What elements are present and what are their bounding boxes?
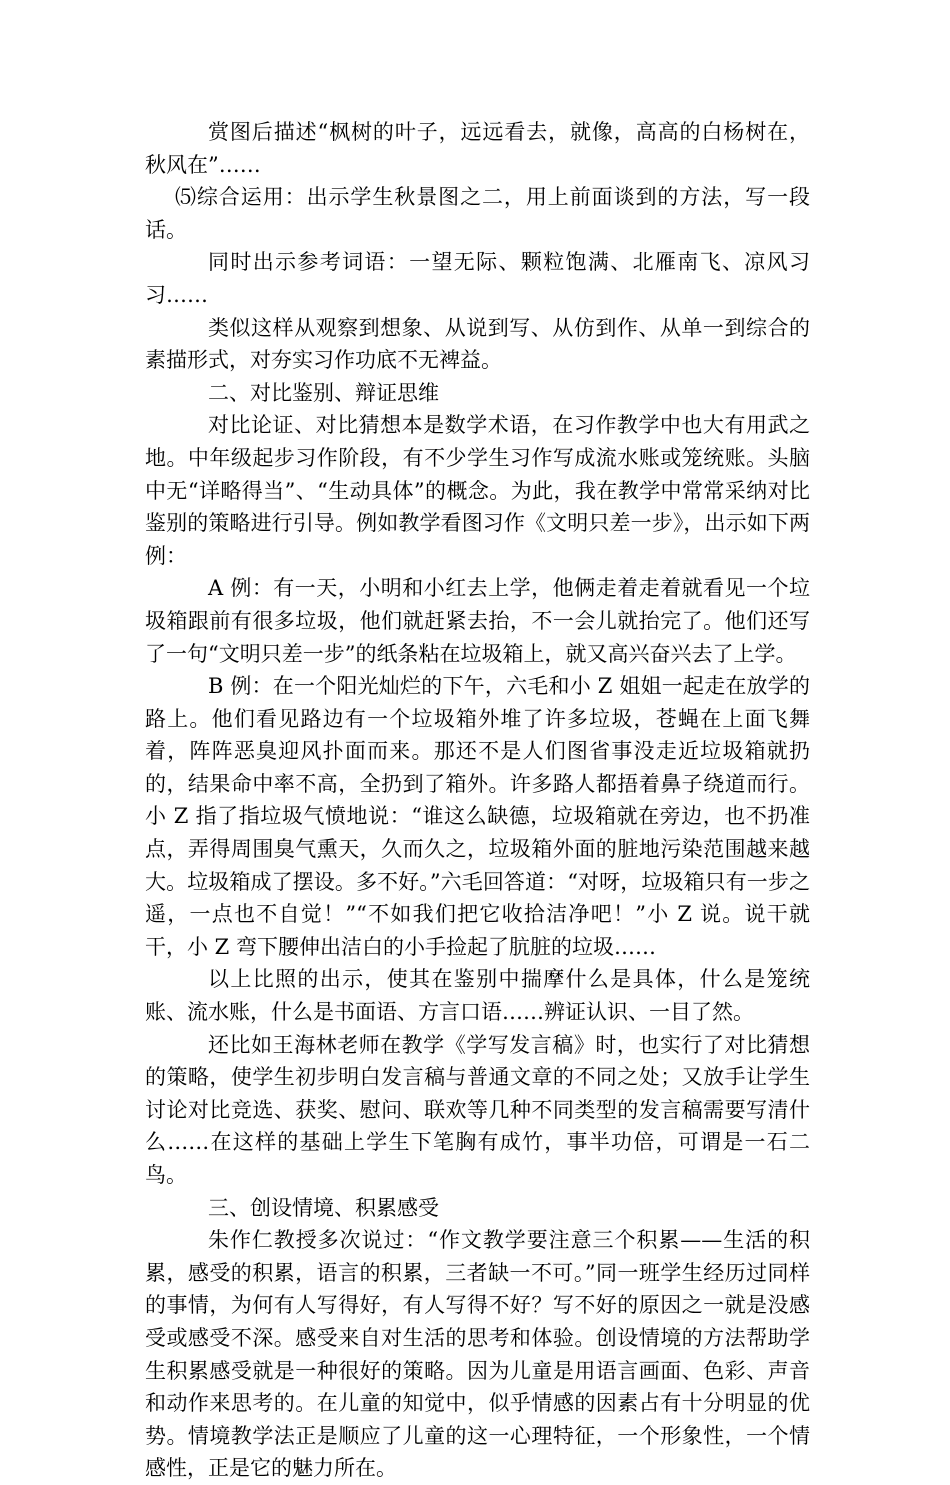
paragraph: 赏图后描述“枫树的叶子，远远看去，就像，高高的白杨树在， 秋风在”…… <box>145 120 810 177</box>
paragraph: 类似这样从观察到想象、从说到写、从仿到作、从单一到综合的素描形式，对夯实习作功底不无裨益。 <box>145 315 810 373</box>
paragraph: B 例：在一个阳光灿烂的下午，六毛和小 Z 姐姐一起走在放学的路上。他们看见路边有一个垃圾箱外堆了许多垃圾，苍蝇在上面飞舞着，阵阵恶臭迎风扑面而来。那还不是人们图省事没走近垃圾箱就扔的，结果命中率不高，全扔到了箱外。许多路人都捂着鼻子绕道而行。小 Z 指了指垃圾气愤地说：“谁这么缺德，垃圾箱就在旁边，也不扔准点，弄得周围臭气熏天，久而久之，垃圾箱外面的脏地污染范围越来越大。垃圾箱成了摆设。多不好。”六毛回答道：“对呀，垃圾箱只有一步之遥，一点也不自觉！”“不如我们把它收拾洁净吧！”小 Z 说。说干就干，小 Z 弯下腰伸出洁白的小手捡起了肮脏的垃圾…… <box>145 674 810 959</box>
paragraph: ⑸综合运用：出示学生秋景图之二，用上前面谈到的方法，写一段话。 <box>145 185 810 242</box>
section-heading: 二、对比鉴别、辩证思维 <box>208 380 439 405</box>
paragraph: 还比如王海林老师在教学《学写发言稿》时，也实行了对比猜想的策略，使学生初步明白发言稿与普通文章的不同之处；又放手让学生讨论对比竞选、获奖、慰问、联欢等几种不同类型的发言稿需要写清什么……在这样的基础上学生下笔胸有成竹，事半功倍，可谓是一石二鸟。 <box>145 1032 810 1187</box>
body-text <box>145 116 810 1485</box>
paragraph: 朱作仁教授多次说过：“作文教学要注意三个积累——生活的积累，感受的积累，语言的积累，三者缺一不可。”同一班学生经历过同样的事情，为何有人写得好，有人写得不好？写不好的原因之一就是没感受或感受不深。感受来自对生活的思考和体验。创设情境的方法帮助学生积累感受就是一种很好的策略。因为儿童是用语言画面、色彩、声音和动作来思考的。在儿童的知觉中，似乎情感的因素占有十分明显的优势。情境教学法正是顺应了儿童的这一心理特征，一个形象性，一个情感性，正是它的魅力所在。 <box>145 1228 810 1481</box>
paragraph: 以上比照的出示，使其在鉴别中揣摩什么是具体，什么是笼统账、流水账，什么是书面语、方言口语……辨证认识、一目了然。 <box>145 967 810 1025</box>
paragraph: 对比论证、对比猜想本是数学术语，在习作教学中也大有用武之地。中年级起步习作阶段，有不少学生习作写成流水账或笼统账。头脑中无“详略得当”、“生动具体”的概念。为此，我在教学中常常采纳对比鉴别的策略进行引导。例如教学看图习作《文明只差一步》，出示如下两例： <box>145 413 810 568</box>
section-heading: 三、创设情境、积累感受 <box>208 1195 439 1220</box>
paragraph: A 例：有一天，小明和小红去上学，他俩走着走着就看见一个垃圾箱跟前有很多垃圾，他们就赶紧去抬，不一会儿就抬完了。他们还写了一句“文明只差一步”的纸条粘在垃圾箱上，就又高兴奋兴去了上学。 <box>145 576 810 666</box>
paragraph: 同时出示参考词语：一望无际、颗粒饱满、北雁南飞、凉风习习…… <box>145 250 810 307</box>
